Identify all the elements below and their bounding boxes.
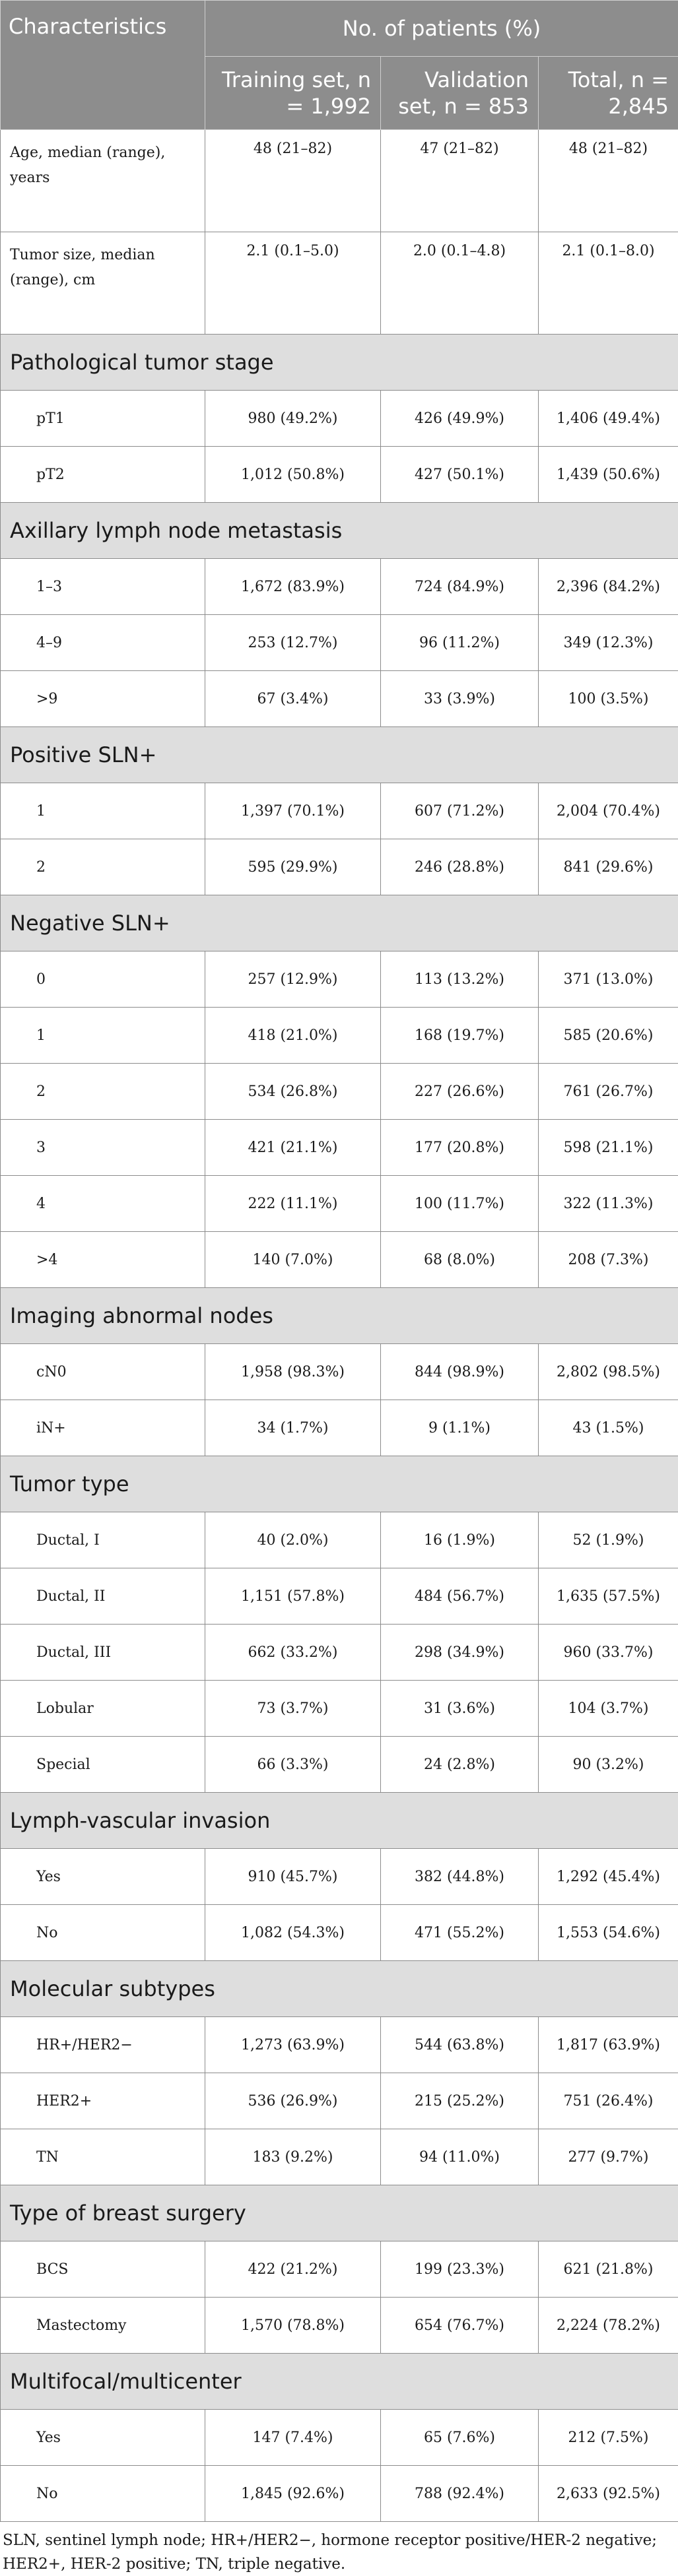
validation-value: 9 (1.1%) xyxy=(381,1400,539,1456)
row-label: HR+/HER2− xyxy=(1,2017,205,2073)
section-title: Tumor type xyxy=(1,1456,678,1512)
row-label: 4 xyxy=(1,1176,205,1232)
validation-value: 68 (8.0%) xyxy=(381,1232,539,1288)
total-value: 43 (1.5%) xyxy=(539,1400,678,1456)
section-row xyxy=(1,1288,678,1344)
total-value: 1,406 (49.4%) xyxy=(539,391,678,447)
total-value: 104 (3.7%) xyxy=(539,1681,678,1737)
total-value: 2.1 (0.1–8.0) xyxy=(539,232,678,335)
validation-value: 471 (55.2%) xyxy=(381,1905,539,1961)
table-row xyxy=(1,1064,678,1120)
training-value: 222 (11.1%) xyxy=(205,1176,381,1232)
validation-value: 844 (98.9%) xyxy=(381,1344,539,1400)
total-value: 1,553 (54.6%) xyxy=(539,1905,678,1961)
table-row xyxy=(1,1849,678,1905)
table-row xyxy=(1,2410,678,2466)
training-value: 40 (2.0%) xyxy=(205,1512,381,1568)
row-label: Mastectomy xyxy=(1,2298,205,2354)
training-value: 1,273 (63.9%) xyxy=(205,2017,381,2073)
validation-value: 298 (34.9%) xyxy=(381,1625,539,1681)
validation-value: 654 (76.7%) xyxy=(381,2298,539,2354)
row-label: Yes xyxy=(1,2410,205,2466)
table-row xyxy=(1,1568,678,1625)
row-label: 1 xyxy=(1,783,205,839)
table-row xyxy=(1,232,678,335)
validation-value: 544 (63.8%) xyxy=(381,2017,539,2073)
table-row xyxy=(1,1008,678,1064)
training-value: 421 (21.1%) xyxy=(205,1120,381,1176)
validation-value: 16 (1.9%) xyxy=(381,1512,539,1568)
training-value: 422 (21.2%) xyxy=(205,2241,381,2298)
section-title: Axillary lymph node metastasis xyxy=(1,503,678,559)
row-label: pT1 xyxy=(1,391,205,447)
section-row xyxy=(1,1961,678,2017)
training-value: 67 (3.4%) xyxy=(205,671,381,727)
validation-value: 96 (11.2%) xyxy=(381,615,539,671)
total-value: 48 (21–82) xyxy=(539,130,678,232)
section-title: Type of breast surgery xyxy=(1,2185,678,2241)
validation-value: 382 (44.8%) xyxy=(381,1849,539,1905)
row-label: Tumor size, median (range), cm xyxy=(1,232,205,335)
header-row xyxy=(1,1,678,57)
validation-value: 607 (71.2%) xyxy=(381,783,539,839)
validation-value: 788 (92.4%) xyxy=(381,2466,539,2522)
total-value: 621 (21.8%) xyxy=(539,2241,678,2298)
table-row xyxy=(1,2298,678,2354)
section-title: Pathological tumor stage xyxy=(1,335,678,391)
row-label: Age, median (range), years xyxy=(1,130,205,232)
section-title: Imaging abnormal nodes xyxy=(1,1288,678,1344)
table-body xyxy=(1,130,678,2522)
total-value: 349 (12.3%) xyxy=(539,615,678,671)
validation-value: 31 (3.6%) xyxy=(381,1681,539,1737)
row-label: 0 xyxy=(1,951,205,1008)
validation-value: 246 (28.8%) xyxy=(381,839,539,895)
validation-value: 100 (11.7%) xyxy=(381,1176,539,1232)
training-value: 1,151 (57.8%) xyxy=(205,1568,381,1625)
table-row xyxy=(1,951,678,1008)
row-label: >4 xyxy=(1,1232,205,1288)
row-label: No xyxy=(1,1905,205,1961)
row-label: Yes xyxy=(1,1849,205,1905)
training-value: 595 (29.9%) xyxy=(205,839,381,895)
total-value: 841 (29.6%) xyxy=(539,839,678,895)
validation-value: 24 (2.8%) xyxy=(381,1737,539,1793)
row-label: TN xyxy=(1,2129,205,2185)
total-value: 585 (20.6%) xyxy=(539,1008,678,1064)
row-label: BCS xyxy=(1,2241,205,2298)
row-label: 4–9 xyxy=(1,615,205,671)
row-label: cN0 xyxy=(1,1344,205,1400)
row-label: >9 xyxy=(1,671,205,727)
row-label: Special xyxy=(1,1737,205,1793)
total-value: 100 (3.5%) xyxy=(539,671,678,727)
validation-value: 168 (19.7%) xyxy=(381,1008,539,1064)
table-row xyxy=(1,2073,678,2129)
validation-value: 215 (25.2%) xyxy=(381,2073,539,2129)
total-value: 212 (7.5%) xyxy=(539,2410,678,2466)
training-value: 147 (7.4%) xyxy=(205,2410,381,2466)
total-value: 1,635 (57.5%) xyxy=(539,1568,678,1625)
table-row xyxy=(1,447,678,503)
table-row xyxy=(1,2241,678,2298)
training-value: 34 (1.7%) xyxy=(205,1400,381,1456)
total-value: 2,004 (70.4%) xyxy=(539,783,678,839)
section-row xyxy=(1,1793,678,1849)
training-value: 534 (26.8%) xyxy=(205,1064,381,1120)
total-value: 2,224 (78.2%) xyxy=(539,2298,678,2354)
total-value: 90 (3.2%) xyxy=(539,1737,678,1793)
total-value: 751 (26.4%) xyxy=(539,2073,678,2129)
row-label: No xyxy=(1,2466,205,2522)
training-value: 253 (12.7%) xyxy=(205,615,381,671)
table-row xyxy=(1,615,678,671)
training-value: 910 (45.7%) xyxy=(205,1849,381,1905)
group-header: No. of patients (%) xyxy=(205,1,678,57)
section-row xyxy=(1,2185,678,2241)
row-label: 2 xyxy=(1,1064,205,1120)
validation-value: 47 (21–82) xyxy=(381,130,539,232)
training-value: 980 (49.2%) xyxy=(205,391,381,447)
training-value: 66 (3.3%) xyxy=(205,1737,381,1793)
table-row xyxy=(1,2129,678,2185)
training-value: 1,958 (98.3%) xyxy=(205,1344,381,1400)
total-value: 960 (33.7%) xyxy=(539,1625,678,1681)
row-label: 3 xyxy=(1,1120,205,1176)
training-value: 662 (33.2%) xyxy=(205,1625,381,1681)
section-row xyxy=(1,895,678,951)
validation-value: 65 (7.6%) xyxy=(381,2410,539,2466)
validation-value: 94 (11.0%) xyxy=(381,2129,539,2185)
table-row xyxy=(1,839,678,895)
table-footnote: SLN, sentinel lymph node; HR+/HER2−, hormone receptor positive/HER-2 negative; HER2+, HER-2 positive; TN, triple negative. xyxy=(0,2522,678,2576)
table-row xyxy=(1,783,678,839)
training-value: 418 (21.0%) xyxy=(205,1008,381,1064)
validation-value: 426 (49.9%) xyxy=(381,391,539,447)
validation-value: 199 (23.3%) xyxy=(381,2241,539,2298)
table-row xyxy=(1,1737,678,1793)
total-value: 277 (9.7%) xyxy=(539,2129,678,2185)
training-value: 1,845 (92.6%) xyxy=(205,2466,381,2522)
table-row xyxy=(1,1512,678,1568)
training-value: 2.1 (0.1–5.0) xyxy=(205,232,381,335)
column-header-validation: Validation set, n = 853 xyxy=(381,57,539,130)
training-value: 1,397 (70.1%) xyxy=(205,783,381,839)
section-row xyxy=(1,335,678,391)
total-value: 598 (21.1%) xyxy=(539,1120,678,1176)
section-row xyxy=(1,1456,678,1512)
row-label: Lobular xyxy=(1,1681,205,1737)
row-label: 2 xyxy=(1,839,205,895)
table-row xyxy=(1,671,678,727)
training-value: 1,672 (83.9%) xyxy=(205,559,381,615)
training-value: 1,012 (50.8%) xyxy=(205,447,381,503)
training-value: 73 (3.7%) xyxy=(205,1681,381,1737)
total-value: 371 (13.0%) xyxy=(539,951,678,1008)
table-row xyxy=(1,559,678,615)
table-row xyxy=(1,1344,678,1400)
training-value: 257 (12.9%) xyxy=(205,951,381,1008)
total-value: 761 (26.7%) xyxy=(539,1064,678,1120)
column-header-training: Training set, n = 1,992 xyxy=(205,57,381,130)
table-row xyxy=(1,391,678,447)
validation-value: 427 (50.1%) xyxy=(381,447,539,503)
table-row xyxy=(1,130,678,232)
row-label: Ductal, II xyxy=(1,1568,205,1625)
training-value: 48 (21–82) xyxy=(205,130,381,232)
section-row xyxy=(1,2354,678,2410)
section-title: Negative SLN+ xyxy=(1,895,678,951)
row-label: Ductal, I xyxy=(1,1512,205,1568)
table-row xyxy=(1,1400,678,1456)
table-row xyxy=(1,1681,678,1737)
training-value: 140 (7.0%) xyxy=(205,1232,381,1288)
validation-value: 177 (20.8%) xyxy=(381,1120,539,1176)
section-title: Molecular subtypes xyxy=(1,1961,678,2017)
total-value: 2,633 (92.5%) xyxy=(539,2466,678,2522)
characteristics-header: Characteristics xyxy=(1,1,205,130)
table-row xyxy=(1,2017,678,2073)
total-value: 208 (7.3%) xyxy=(539,1232,678,1288)
row-label: Ductal, III xyxy=(1,1625,205,1681)
validation-value: 484 (56.7%) xyxy=(381,1568,539,1625)
total-value: 2,396 (84.2%) xyxy=(539,559,678,615)
total-value: 1,817 (63.9%) xyxy=(539,2017,678,2073)
training-value: 536 (26.9%) xyxy=(205,2073,381,2129)
total-value: 52 (1.9%) xyxy=(539,1512,678,1568)
validation-value: 33 (3.9%) xyxy=(381,671,539,727)
table-row xyxy=(1,1905,678,1961)
section-title: Positive SLN+ xyxy=(1,727,678,783)
column-header-total: Total, n = 2,845 xyxy=(539,57,678,130)
table-row xyxy=(1,1625,678,1681)
row-label: 1–3 xyxy=(1,559,205,615)
section-title: Lymph-vascular invasion xyxy=(1,1793,678,1849)
training-value: 1,570 (78.8%) xyxy=(205,2298,381,2354)
table-row xyxy=(1,2466,678,2522)
row-label: pT2 xyxy=(1,447,205,503)
total-value: 1,292 (45.4%) xyxy=(539,1849,678,1905)
section-row xyxy=(1,503,678,559)
total-value: 2,802 (98.5%) xyxy=(539,1344,678,1400)
table-row xyxy=(1,1232,678,1288)
validation-value: 724 (84.9%) xyxy=(381,559,539,615)
row-label: 1 xyxy=(1,1008,205,1064)
validation-value: 2.0 (0.1–4.8) xyxy=(381,232,539,335)
total-value: 1,439 (50.6%) xyxy=(539,447,678,503)
section-row xyxy=(1,727,678,783)
table-row xyxy=(1,1120,678,1176)
validation-value: 227 (26.6%) xyxy=(381,1064,539,1120)
validation-value: 113 (13.2%) xyxy=(381,951,539,1008)
training-value: 1,082 (54.3%) xyxy=(205,1905,381,1961)
section-title: Multifocal/multicenter xyxy=(1,2354,678,2410)
training-value: 183 (9.2%) xyxy=(205,2129,381,2185)
table-row xyxy=(1,1176,678,1232)
row-label: HER2+ xyxy=(1,2073,205,2129)
row-label: iN+ xyxy=(1,1400,205,1456)
total-value: 322 (11.3%) xyxy=(539,1176,678,1232)
